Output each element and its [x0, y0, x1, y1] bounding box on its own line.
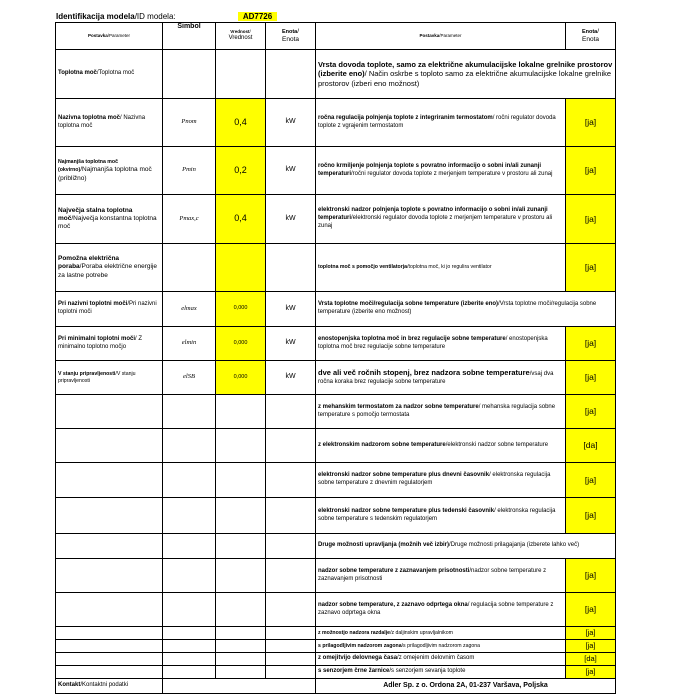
at-nominal-output-label: Pri nazivni toplotni moči/Pri nazivni toplotni moči: [56, 292, 163, 327]
value-cell: 0,000: [216, 292, 266, 327]
empty-cell: [56, 498, 163, 534]
option-label: z omejitvijo delovnega časa/z omejenim delovnim časom: [316, 653, 566, 666]
option-value: [ja]: [566, 395, 616, 429]
option-label: nadzor sobne temperature z zaznavanjem prisotnosti/nadzor sobne temperature z zaznavanjem prisotnosti: [316, 559, 566, 593]
option-value: [ja]: [566, 195, 616, 244]
model-identification-header: [56, 12, 277, 21]
empty-cell: [216, 50, 266, 99]
value-cell: 0,2: [216, 147, 266, 195]
option-value: [ja]: [566, 463, 616, 498]
option-label: ročno krmiljenje polnjenja toplote s povratno informacijo o sobni in/ali zunanji temperaturi/ročni regulator dovoda toplote z merjenjem temperature v prostoru ali zunaj: [316, 147, 566, 195]
option-value: [ja]: [566, 666, 616, 679]
empty-cell: [266, 640, 316, 653]
table-row: [56, 559, 616, 593]
symbol-cell: elmin: [163, 327, 216, 361]
option-value: [da]: [566, 429, 616, 463]
table-row: [56, 195, 616, 244]
option-label: elektronski nadzor sobne temperature plus tedenski časovnik/ elektronska regulacija sobne temperature s tedenskim regulatorjem: [316, 498, 566, 534]
empty-cell: [163, 679, 316, 694]
option-label: z možnostjo nadzora razdalje/z daljinskim upravljalnikom: [316, 627, 566, 640]
contact-label: Kontakt/Kontaktni podatki: [56, 679, 163, 694]
empty-cell: [216, 395, 266, 429]
empty-cell: [163, 666, 216, 679]
empty-cell: [163, 534, 216, 559]
empty-cell: [216, 653, 266, 666]
empty-cell: [163, 498, 216, 534]
option-label: elektronski nadzor sobne temperature plus dnevni časovnik/ elektronska regulacija sobne temperature z dnevnim regulatorjem: [316, 463, 566, 498]
unit-cell: kW: [266, 361, 316, 395]
empty-cell: [163, 463, 216, 498]
empty-cell: [56, 463, 163, 498]
option-label: enostopenjska toplotna moč in brez regulacije sobne temperature/ enostopenjska toplotna moč brez regulacije sobne temperature: [316, 327, 566, 361]
option-label: s prilagodljivim nadzorom zagona/s prilagodljivim nadzorom zagona: [316, 640, 566, 653]
unit-cell: kW: [266, 195, 316, 244]
table-row: [56, 640, 616, 653]
other-control-options-label: Druge možnosti upravljanja (možnih več izbir)/Druge možnosti prilagajanja (izberete lahko več): [316, 534, 616, 559]
empty-cell: [163, 244, 216, 292]
table-row: [56, 429, 616, 463]
empty-cell: [266, 498, 316, 534]
empty-cell: [266, 50, 316, 99]
empty-cell: [163, 429, 216, 463]
empty-cell: [163, 559, 216, 593]
symbol-cell: elSB: [163, 361, 216, 395]
at-min-output-label: Pri minimalni toplotni moči/ Z minimalno toplotno močjo: [56, 327, 163, 361]
option-label: elektronski nadzor polnjenja toplote s povratno informacijo o sobni in/ali zunanji temperaturi/elektronski regulator dovoda toplote z merjenjem temperature v prostoru ali zunaj: [316, 195, 566, 244]
value-cell: 0,000: [216, 327, 266, 361]
empty-cell: [266, 666, 316, 679]
empty-cell: [56, 395, 163, 429]
empty-value-cell: [216, 244, 266, 292]
symbol-column-header: Simbol: [163, 23, 216, 50]
option-label: z elektronskim nadzorom sobne temperature/elektronski nadzor sobne temperature: [316, 429, 566, 463]
right-param-column-header: Postavka/Parameter: [316, 23, 566, 50]
table-row: [56, 534, 616, 559]
value-cell: 0,4: [216, 195, 266, 244]
empty-cell: [163, 50, 216, 99]
unit-cell: kW: [266, 327, 316, 361]
option-label: ročna regulacija polnjenja toplote z integriranim termostatom/ ročni regulator dovoda toplote z vgrajenim termostatom: [316, 99, 566, 147]
option-value: [ja]: [566, 593, 616, 627]
standby-label: V stanju pripravljenosti/V stanju pripravljenosti: [56, 361, 163, 395]
table-row: [56, 361, 616, 395]
option-value: [ja]: [566, 147, 616, 195]
unit-cell: kW: [266, 292, 316, 327]
nominal-heat-output-label: Nazivna toplotna moč/ Nazivna toplotna moč: [56, 99, 163, 147]
empty-cell: [216, 534, 266, 559]
table-row: [56, 627, 616, 640]
option-value: [ja]: [566, 627, 616, 640]
option-label: nadzor sobne temperature, z zaznavo odprtega okna/ regulacija sobne temperature z zaznavo odprtega okna: [316, 593, 566, 627]
symbol-cell: Pmin: [163, 147, 216, 195]
ecodesign-table: [55, 22, 616, 694]
empty-cell: [216, 498, 266, 534]
empty-cell: [266, 627, 316, 640]
empty-cell: [216, 559, 266, 593]
table-row: [56, 666, 616, 679]
empty-cell: [266, 429, 316, 463]
model-id-label: Identifikacija modela: [56, 12, 135, 21]
option-value: [ja]: [566, 361, 616, 395]
empty-cell: [216, 640, 266, 653]
table-row: [56, 99, 616, 147]
empty-cell: [216, 666, 266, 679]
heat-output-type-label: Vrsta toplotne moči/regulacija sobne temperature (izberite eno)/Vrsta toplotne moči/regulacija sobne temperature (izberite eno možnost): [316, 292, 616, 327]
contact-row: [56, 679, 616, 694]
table-row: [56, 327, 616, 361]
heat-input-type-label: Vrsta dovoda toplote, samo za električne akumulacijske lokalne grelnike prostorov (izberite eno)/ Način oskrbe s toploto samo za električne akumulacijske lokalne grelnike prostorov (izberi eno možnost): [316, 50, 616, 99]
empty-cell: [56, 640, 163, 653]
option-value: [ja]: [566, 244, 616, 292]
table-row: [56, 50, 616, 99]
table-row: [56, 147, 616, 195]
empty-cell: [266, 463, 316, 498]
option-label: s senzorjem črne žarnice/s senzorjem sevanja toplote: [316, 666, 566, 679]
contact-address: Adler Sp. z o. Ordona 2A, 01-237 Varšava, Poljska: [316, 679, 616, 694]
option-label: z mehanskim termostatom za nadzor sobne temperature/ mehanska regulacija sobne temperature s pomočjo termostata: [316, 395, 566, 429]
unit-cell: kW: [266, 99, 316, 147]
empty-cell: [56, 534, 163, 559]
unit-column-header: Enota/ Enota: [266, 23, 316, 50]
empty-cell: [163, 653, 216, 666]
option-value: [ja]: [566, 327, 616, 361]
table-row: [56, 653, 616, 666]
option-value: [ja]: [566, 498, 616, 534]
option-label: toplotna moč s pomočjo ventilatorja/toplotna moč, ki jo regulira ventilator: [316, 244, 566, 292]
empty-cell: [56, 593, 163, 627]
empty-cell: [56, 653, 163, 666]
empty-cell: [266, 653, 316, 666]
empty-cell: [216, 593, 266, 627]
empty-cell: [216, 627, 266, 640]
option-label: dve ali več ročnih stopenj, brez nadzora sobne temperature/vsaj dva ročna koraka brez regulacije sobne temperature: [316, 361, 566, 395]
empty-cell: [56, 627, 163, 640]
model-id-label-alt: /ID modela:: [134, 12, 176, 21]
value-cell: 0,000: [216, 361, 266, 395]
symbol-cell: Pmax,c: [163, 195, 216, 244]
symbol-cell: Pnom: [163, 99, 216, 147]
option-value: [ja]: [566, 640, 616, 653]
empty-cell: [56, 429, 163, 463]
table-row: [56, 292, 616, 327]
table-row: [56, 498, 616, 534]
empty-cell: [163, 640, 216, 653]
min-heat-output-label: Najmanjša toplotna moč (okvirno)/Najmanjša toplotna moč (približno): [56, 147, 163, 195]
empty-cell: [56, 559, 163, 593]
empty-cell: [163, 593, 216, 627]
value-column-header: Vrednost/ Vrednost: [216, 23, 266, 50]
option-value: [da]: [566, 653, 616, 666]
table-row: [56, 463, 616, 498]
empty-cell: [216, 463, 266, 498]
table-row: [56, 593, 616, 627]
empty-cell: [216, 429, 266, 463]
table-row: [56, 395, 616, 429]
option-value: [ja]: [566, 559, 616, 593]
option-value: [ja]: [566, 99, 616, 147]
unit-cell: kW: [266, 147, 316, 195]
value-cell: 0,4: [216, 99, 266, 147]
empty-cell: [163, 627, 216, 640]
table-header-row: [56, 23, 616, 50]
empty-cell: [163, 395, 216, 429]
empty-cell: [266, 559, 316, 593]
empty-cell: [266, 395, 316, 429]
empty-cell: [266, 593, 316, 627]
empty-cell: [266, 534, 316, 559]
max-continuous-heat-output-label: Največja stalna toplotna moč/Največja konstantna toplotna moč: [56, 195, 163, 244]
model-id-value: AD7726: [238, 12, 277, 21]
table-row: [56, 244, 616, 292]
heat-output-label: Toplotna moč/Toplotna moč: [56, 50, 163, 99]
aux-electricity-label: Pomožna električna poraba/Poraba električne energije za lastne potrebe: [56, 244, 163, 292]
param-column-header: Postavka/Parameter: [56, 23, 163, 50]
empty-cell: [266, 244, 316, 292]
right-unit-column-header: Enota/ Enota: [566, 23, 616, 50]
empty-cell: [56, 666, 163, 679]
symbol-cell: elmax: [163, 292, 216, 327]
